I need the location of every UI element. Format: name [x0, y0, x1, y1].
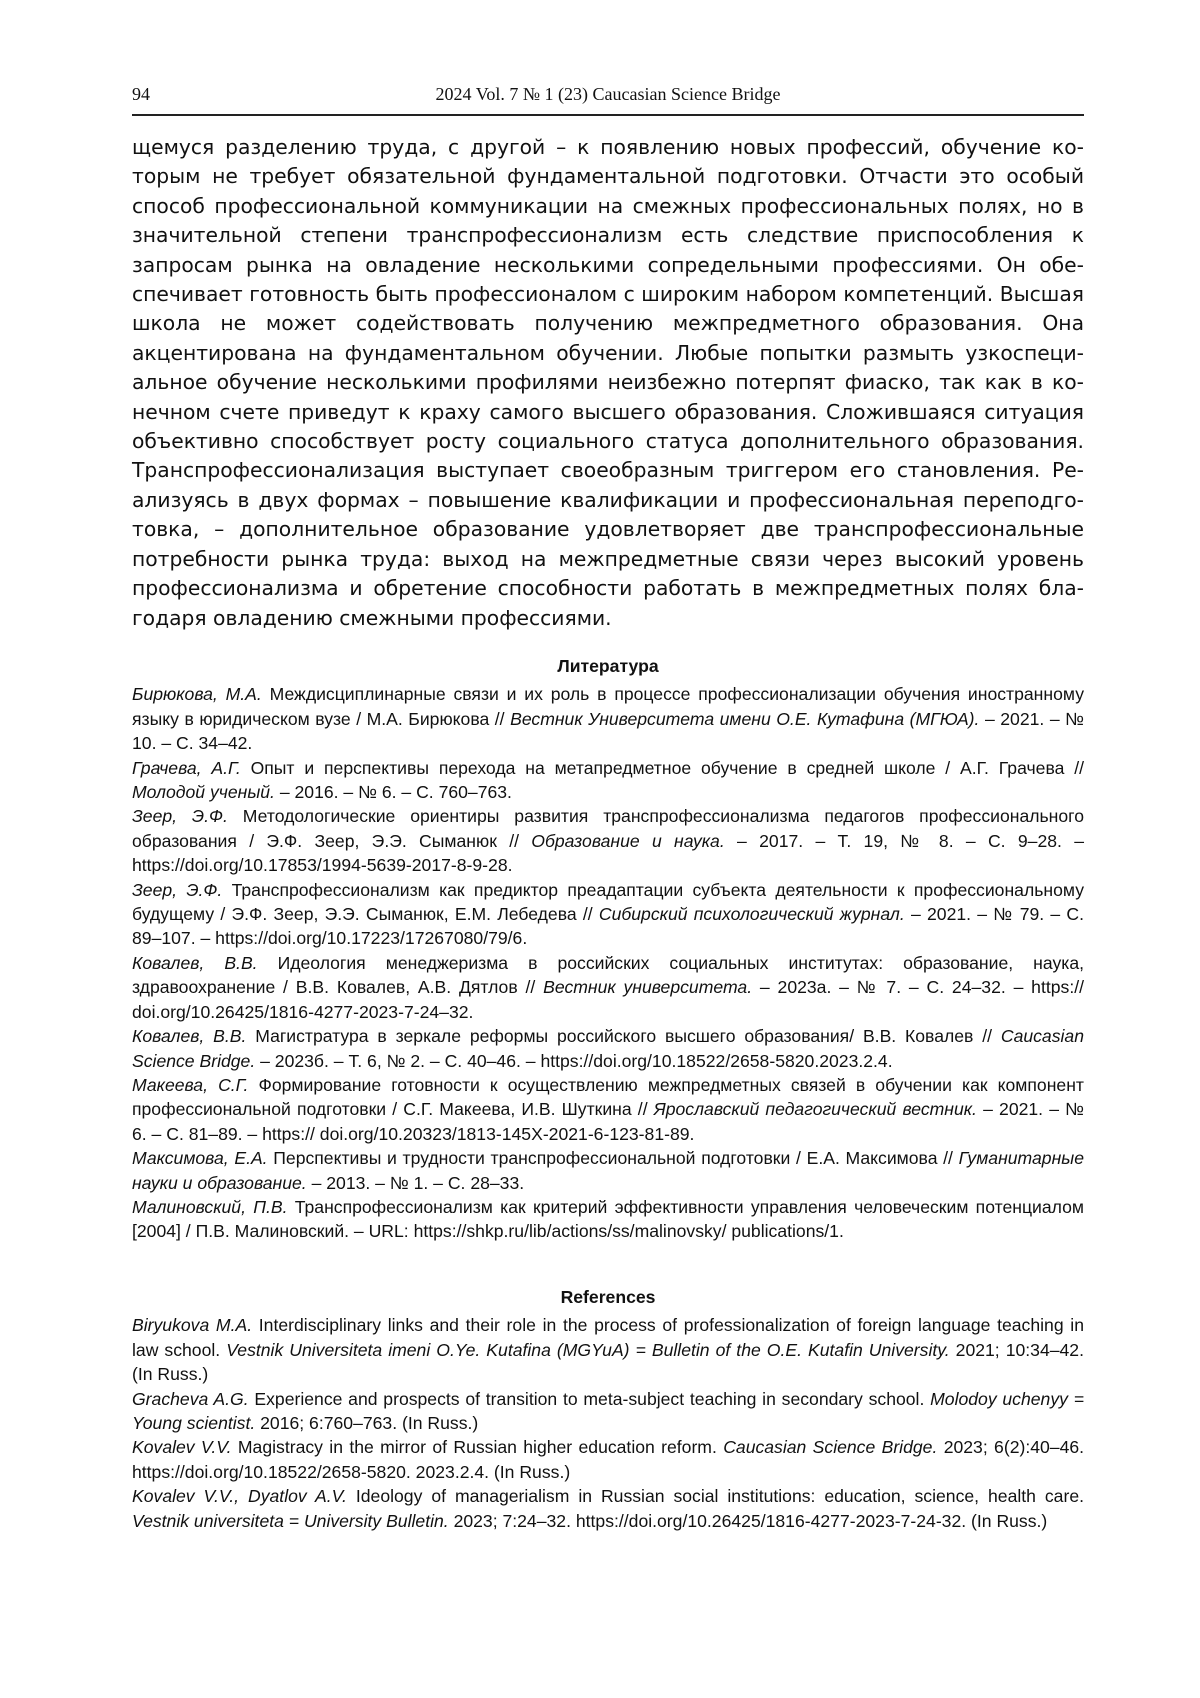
- reference-source: Вестник университета.: [543, 977, 753, 998]
- reference-details: – 2017. – Т. 19, № 8. – С. 9–28. – https://doi.org/10.17853/1994-5639-2017-8-9-28.: [132, 830, 1084, 876]
- reference-source: Ярославский педагогический вестник.: [653, 1099, 977, 1120]
- references-list: [132, 1313, 1084, 1533]
- journal-title: 2024 Vol. 7 № 1 (23) Caucasian Science Bridge: [435, 84, 781, 104]
- reference-source: Caucasian Science Bridge.: [723, 1437, 938, 1458]
- reference-author: Макеева, С.Г.: [132, 1074, 249, 1095]
- reference-entry: [132, 1073, 1084, 1146]
- references-section: [132, 1285, 1084, 1533]
- reference-details: 2021; 10:34–42. (In Russ.): [132, 1339, 1084, 1385]
- reference-source: Вестник Университета имени О.Е. Кутафина (МГЮА).: [510, 708, 980, 729]
- body-paragraph: щемуся разделению труда, с другой – к появлению новых профессий, обучение которым не требует обязательной фундаментальной подготовки. Отчасти это особый способ профессиональной коммуникации на смежных профессиональных полях, но в значительной степени транспрофессионализм есть следствие приспособления к запросам рынка на овладение несколькими сопредельными профессиями. Он обеспечивает готовность быть профессионалом с широким набором компетенций. Высшая школа не может содействовать получению межпредметного образования. Она акцентирована на фундаментальном обучении. Любые попытки размыть узкоспециальное обучение несколькими профилями неизбежно потерпят фиаско, так как в конечном счете приведут к краху самого высшего образования. Сложившаяся ситуация объективно способствует росту социального статуса дополнительного образования. Транспрофессионализация выступает своеобразным триггером его становления. Реализуясь в двух формах – повышение квалификации и профессиональная переподготовка, – дополнительное образование удовлетворяет две транспрофессиональные потребности рынка труда: выход на межпредметные связи через высокий уровень профессионализма и обретение способности работать в межпредметных полях благодаря овладению смежными профессиями.: [132, 135, 1084, 630]
- reference-source: Vestnik Universiteta imeni O.Ye. Kutafina (MGYuA) = Bulletin of the O.E. Kutafin University.: [226, 1339, 950, 1360]
- reference-entry: [132, 756, 1084, 805]
- reference-source: Caucasian Science Bridge.: [132, 1026, 1084, 1071]
- reference-title: Транспрофессионализм как критерий эффективности управления человеческим потенциалом [2004] / П.В. Малиновский. – URL: https://shkp.ru/lib/actions/ss/malinovsky/ publications/1.: [132, 1196, 1084, 1242]
- reference-details: 2023; 7:24–32. https://doi.org/10.26425/1816-4277-2023-7-24-32. (In Russ.): [453, 1510, 1048, 1531]
- reference-entry: [132, 1024, 1084, 1073]
- reference-entry: [132, 1195, 1084, 1244]
- reference-entry: [132, 804, 1084, 877]
- reference-details: – 2016. – № 6. – С. 760–763.: [279, 782, 512, 803]
- reference-title: Магистратура в зеркале реформы российского высшего образования/ В.В. Ковалев //: [255, 1026, 993, 1047]
- reference-entry: [132, 951, 1084, 1024]
- reference-author: Малиновский, П.В.: [132, 1196, 288, 1217]
- reference-author: Зеер, Э.Ф.: [132, 806, 228, 827]
- references-heading: References: [560, 1287, 656, 1307]
- reference-title: Междисциплинарные связи и их роль в процессе профессионализации обучения иностранному языку в юридическом вузе / М.А. Бирюкова //: [132, 684, 1084, 729]
- reference-details: – 2021. – № 10. – С. 34–42.: [132, 708, 1085, 754]
- reference-title: Magistracy in the mirror of Russian higher education reform.: [237, 1437, 717, 1458]
- literature-heading: Литература: [557, 656, 659, 676]
- reference-title: Experience and prospects of transition to meta-subject teaching in secondary school.: [254, 1388, 925, 1409]
- reference-author: Ковалев, В.В.: [132, 1026, 247, 1047]
- reference-details: – 2013. – № 1. – С. 28–33.: [311, 1172, 525, 1193]
- reference-author: Gracheva A.G.: [132, 1388, 249, 1409]
- reference-title: Методологические ориентиры развития транспрофессионализма педагогов профессионального образования / Э.Ф. Зеер, Э.Э. Сыманюк //: [132, 806, 1084, 851]
- reference-source: Молодой ученый.: [132, 782, 275, 803]
- reference-author: Максимова, Е.А.: [132, 1148, 268, 1169]
- reference-title: Interdisciplinary links and their role in the process of professionalization of foreign language teaching in law school.: [132, 1315, 1084, 1360]
- reference-source: Гуманитарные науки и образование.: [132, 1148, 1084, 1193]
- running-header: [132, 84, 1084, 116]
- reference-author: Грачева, А.Г.: [132, 757, 241, 778]
- literature-list: [132, 682, 1084, 1243]
- reference-title: Перспективы и трудности транспрофессиональной подготовки / Е.А. Максимова //: [273, 1148, 953, 1169]
- reference-details: – 2021. – № 6. – С. 81–89. – https:// doi.org/10.20323/1813-145X-2021-6-123-81-89.: [132, 1099, 1085, 1144]
- reference-title: Опыт и перспективы перехода на метапредметное обучение в средней школе / А.Г. Грачева //: [250, 757, 1084, 778]
- reference-source: Molodoy uchenyy = Young scientist.: [132, 1388, 1084, 1434]
- page-number: 94: [132, 84, 150, 104]
- reference-entry: [132, 1484, 1084, 1533]
- reference-details: 2016; 6:760–763. (In Russ.): [260, 1413, 479, 1434]
- reference-title: Транспрофессионализм как предиктор преадаптации субъекта деятельности к профессиональному будущему / Э.Ф. Зеер, Э.Э. Сыманюк, Е.М. Лебедева //: [132, 879, 1084, 925]
- reference-title: Ideology of managerialism in Russian social institutions: education, science, health care.: [355, 1486, 1084, 1507]
- reference-author: Biryukova M.A.: [132, 1315, 253, 1336]
- reference-source: Vestnik universiteta = University Bulletin.: [132, 1510, 449, 1531]
- reference-entry: [132, 1435, 1084, 1484]
- reference-details: – 2021. – № 79. – С. 89–107. – https://doi.org/10.17223/17267080/79/6.: [132, 904, 1085, 949]
- reference-entry: [132, 878, 1084, 951]
- reference-author: Kovalev V.V., Dyatlov A.V.: [132, 1486, 347, 1507]
- literature-section: [132, 654, 1084, 1244]
- reference-entry: [132, 1387, 1084, 1436]
- reference-author: Бирюкова, М.А.: [132, 684, 262, 705]
- reference-author: Ковалев, В.В.: [132, 952, 258, 973]
- reference-author: Kovalev V.V.: [132, 1437, 232, 1458]
- reference-title: Идеология менеджеризма в российских социальных институтах: образование, наука, здравоохранение / В.В. Ковалев, А.В. Дятлов //: [132, 952, 1084, 998]
- reference-source: Образование и наука.: [531, 830, 725, 851]
- reference-entry: [132, 682, 1084, 755]
- reference-entry: [132, 1146, 1084, 1195]
- reference-title: Формирование готовности к осуществлению межпредметных связей в обучении как компонент профессиональной подготовки / С.Г. Макеева, И.В. Шуткина //: [132, 1074, 1084, 1120]
- reference-details: – 2023а. – № 7. – С. 24–32. – https:// doi.org/10.26425/1816-4277-2023-7-24–32.: [132, 977, 1084, 1022]
- reference-details: – 2023б. – Т. 6, № 2. – С. 40–46. – https://doi.org/10.18522/2658-5820.2023.2.4.: [260, 1050, 893, 1071]
- reference-author: Зеер, Э.Ф.: [132, 879, 223, 900]
- reference-source: Сибирский психологический журнал.: [598, 904, 905, 925]
- reference-entry: [132, 1313, 1084, 1386]
- reference-details: 2023; 6(2):40–46. https://doi.org/10.18522/2658-5820. 2023.2.4. (In Russ.): [132, 1437, 1085, 1482]
